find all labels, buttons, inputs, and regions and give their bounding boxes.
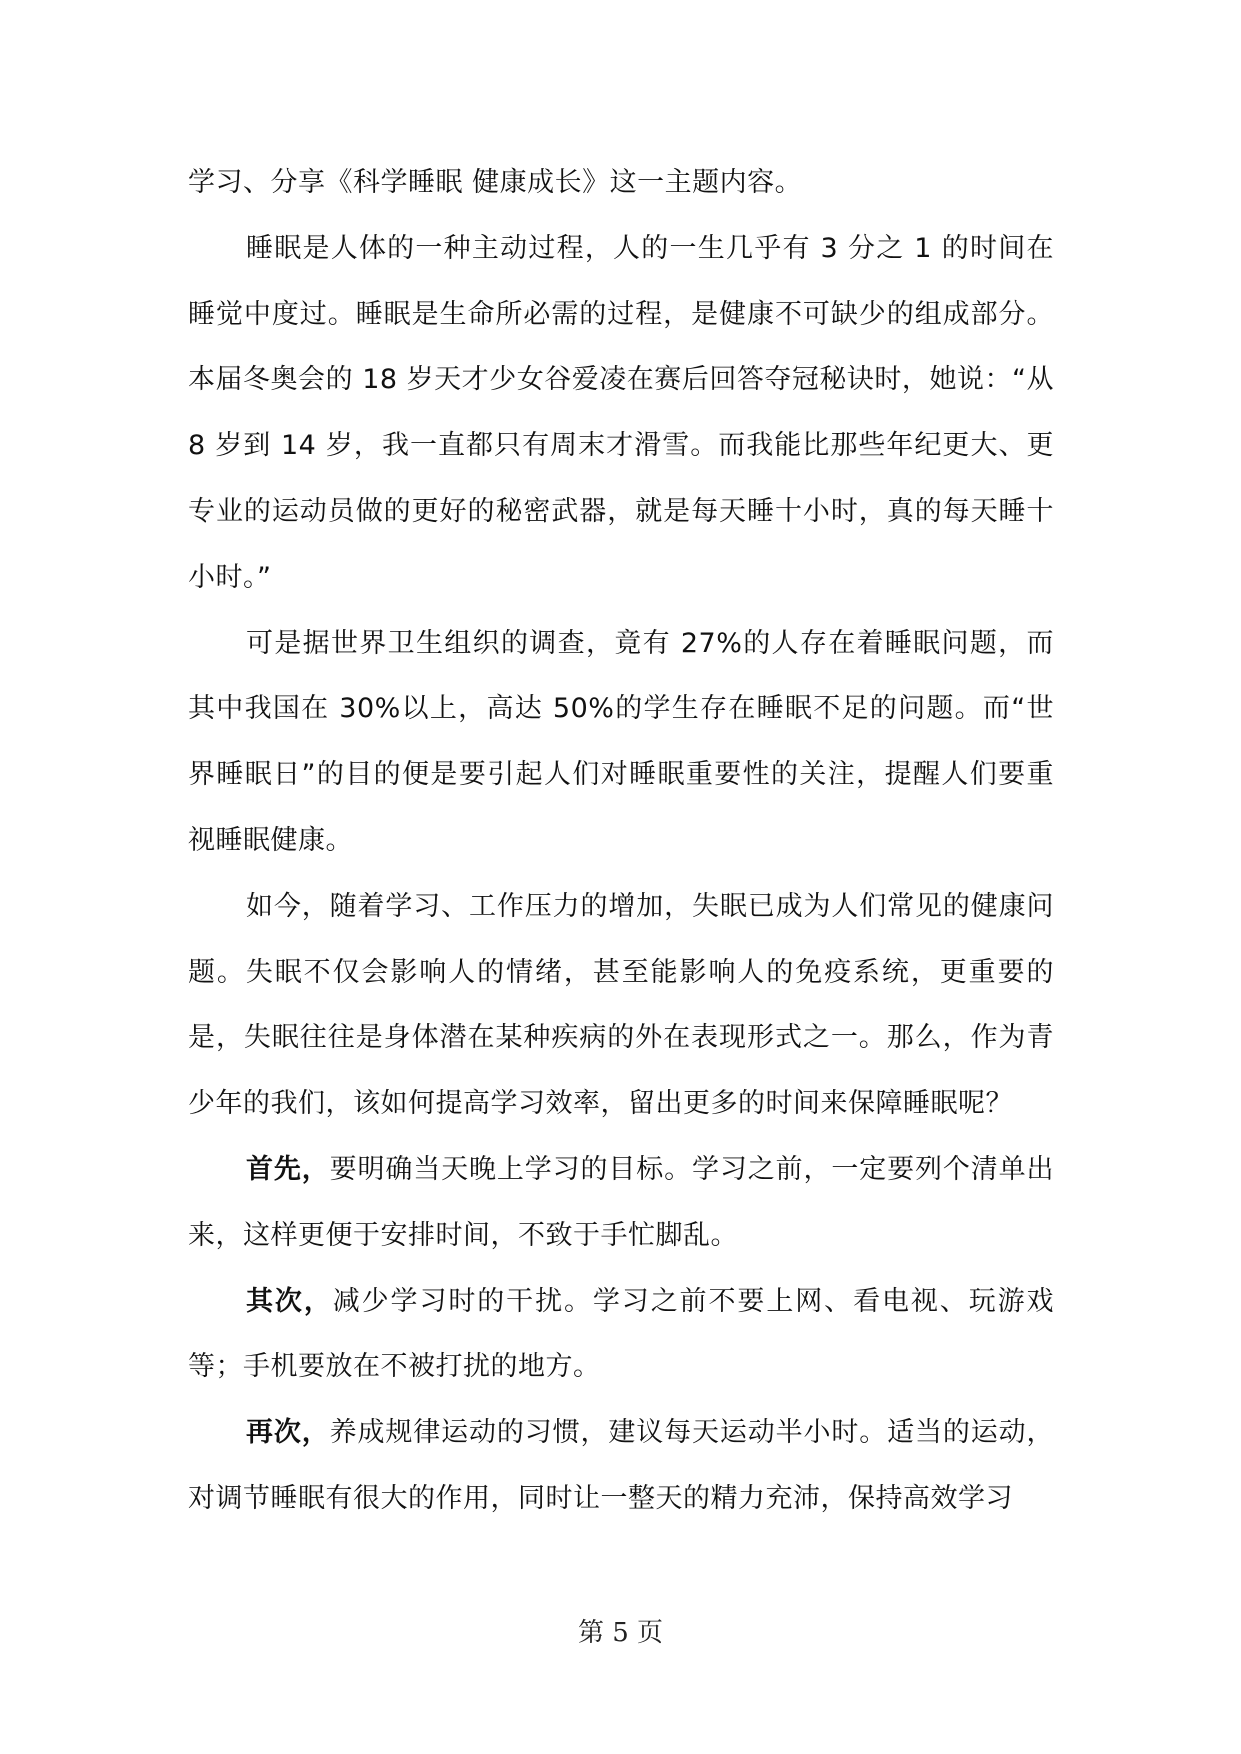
- paragraph-lead: 其次，: [246, 1285, 333, 1317]
- paragraph-lead: 再次，: [246, 1417, 330, 1449]
- paragraph-3: 可是据世界卫生组织的调查，竟有 27%的人存在着睡眠问题，而其中我国在 30%以上，高达 50%的学生存在睡眠不足的问题。而“世界睡眠日”的目的便是要引起人们对睡眠重要性的关注，提醒人们要重视睡眠健康。: [188, 627, 1054, 856]
- paragraph-lead: 首先，: [246, 1153, 330, 1185]
- body-text: [188, 150, 1054, 1532]
- paragraph-2: 睡眠是人体的一种主动过程，人的一生几乎有 3 分之 1 的时间在睡觉中度过。睡眠是生命所必需的过程，是健康不可缺少的组成部分。本届冬奥会的 18 岁天才少女谷爱凌在赛后回答夺冠秘诀时，她说：“从 8 岁到 14 岁，我一直都只有周末才滑雪。而我能比那些年纪更大、更专业的运动员做的更好的秘密武器，就是每天睡十小时，真的每天睡十小时。”: [188, 232, 1054, 593]
- paragraph-1: 学习、分享《科学睡眠 健康成长》这一主题内容。: [188, 167, 803, 198]
- page-number: 第 5 页: [577, 1618, 664, 1648]
- paragraph-7: 再次，养成规律运动的习惯，建议每天运动半小时。适当的运动，对调节睡眠有很大的作用，同时让一整天的精力充沛，保持高效学习: [188, 1417, 1054, 1514]
- paragraph-6: 其次，减少学习时的干扰。学习之前不要上网、看电视、玩游戏等；手机要放在不被打扰的地方。: [188, 1285, 1055, 1383]
- paragraph-5: 首先，要明确当天晚上学习的目标。学习之前，一定要列个清单出来，这样更便于安排时间，不致于手忙脚乱。: [188, 1153, 1054, 1251]
- paragraph-4: 如今，随着学习、工作压力的增加，失眠已成为人们常见的健康问题。失眠不仅会影响人的情绪，甚至能影响人的免疫系统，更重要的是，失眠往往是身体潜在某种疾病的外在表现形式之一。那么，作为青少年的我们，该如何提高学习效率，留出更多的时间来保障睡眠呢？: [188, 890, 1054, 1120]
